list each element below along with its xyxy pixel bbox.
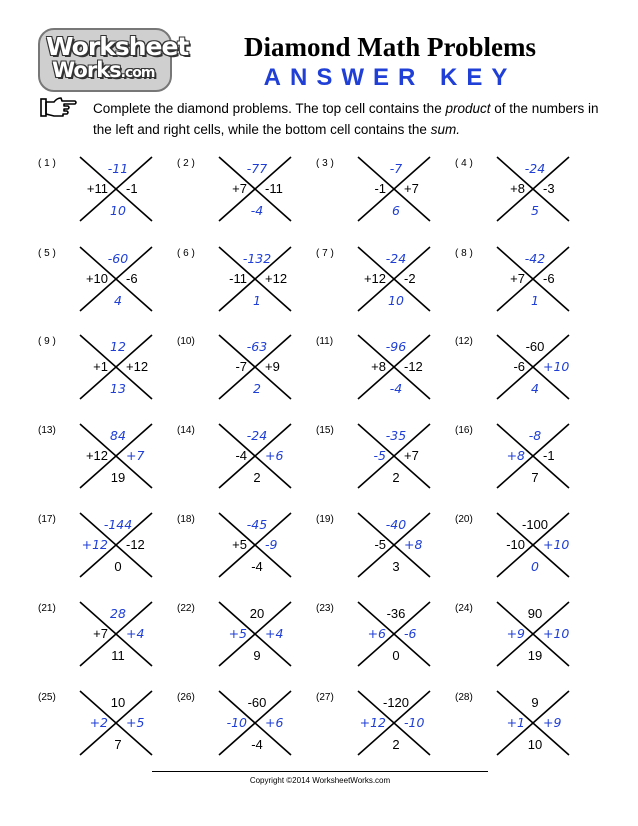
page-title: Diamond Math Problems bbox=[243, 32, 536, 62]
diamond-problem bbox=[316, 511, 466, 603]
diamond-bottom-cell: -4 bbox=[251, 737, 263, 752]
diamond-right-cell: -2 bbox=[404, 271, 416, 286]
diamond-top-cell: 84 bbox=[110, 428, 126, 443]
problem-number: ( 6 ) bbox=[177, 248, 195, 259]
diamond-right-cell: +4 bbox=[265, 626, 284, 641]
diamond-left-cell: -5 bbox=[374, 537, 386, 552]
logo-line2-text: Works bbox=[52, 58, 121, 82]
diamond-top-cell: 90 bbox=[527, 606, 543, 621]
diamond-problem bbox=[316, 245, 466, 337]
diamond-bottom-cell: 2 bbox=[253, 381, 261, 396]
diamond-problem bbox=[177, 245, 327, 337]
diamond-bottom-cell: 1 bbox=[253, 293, 261, 308]
problem-number: (26) bbox=[177, 692, 195, 703]
diamond-problem bbox=[455, 245, 605, 337]
diamond-top-cell: 20 bbox=[249, 606, 265, 621]
diamond-left-cell: -5 bbox=[373, 448, 386, 463]
diamond-problem bbox=[38, 155, 188, 247]
diamond-top-cell: -60 bbox=[107, 251, 129, 266]
diamond-left-cell: +5 bbox=[228, 626, 247, 641]
problem-number: (11) bbox=[316, 336, 334, 347]
diamond-left-cell: +6 bbox=[367, 626, 386, 641]
diamond-bottom-cell: 4 bbox=[531, 381, 539, 396]
diamond-top-cell: -7 bbox=[389, 161, 403, 176]
problem-number: ( 8 ) bbox=[455, 248, 473, 259]
diamond-right-cell: +4 bbox=[126, 626, 145, 641]
diamond-top-cell: 10 bbox=[110, 695, 126, 710]
diamond-top-cell: -60 bbox=[247, 695, 267, 710]
diamond-problem bbox=[316, 600, 466, 692]
diamond-bottom-cell: -4 bbox=[251, 559, 263, 574]
diamond-problem bbox=[316, 155, 466, 247]
diamond-right-cell: -1 bbox=[126, 181, 138, 196]
diamond-left-cell: +10 bbox=[85, 271, 108, 286]
diamond-right-cell: +12 bbox=[126, 359, 149, 374]
diamond-top-cell: -120 bbox=[382, 695, 410, 710]
diamond-problem bbox=[38, 689, 188, 781]
diamond-bottom-cell: 11 bbox=[111, 648, 125, 663]
diamond-problem bbox=[38, 511, 188, 603]
diamond-left-cell: +8 bbox=[510, 181, 525, 196]
diamond-left-cell: +5 bbox=[232, 537, 247, 552]
diamond-left-cell: -10 bbox=[226, 715, 247, 730]
diamond-right-cell: -9 bbox=[265, 537, 278, 552]
diamond-bottom-cell: 0 bbox=[114, 559, 122, 574]
problem-number: (28) bbox=[455, 692, 473, 703]
diamond-problem bbox=[38, 422, 188, 514]
diamond-problem bbox=[455, 689, 605, 781]
diamond-top-cell: -24 bbox=[246, 428, 268, 443]
diamond-left-cell: +8 bbox=[506, 448, 525, 463]
diamond-bottom-cell: 3 bbox=[392, 559, 400, 574]
diamond-top-cell: 9 bbox=[531, 695, 539, 710]
diamond-right-cell: +5 bbox=[126, 715, 145, 730]
problem-number: (16) bbox=[455, 425, 473, 436]
pointing-hand-icon bbox=[40, 96, 78, 120]
diamond-right-cell: +9 bbox=[543, 715, 562, 730]
diamond-right-cell: -12 bbox=[126, 537, 145, 552]
diamond-top-cell: 28 bbox=[110, 606, 126, 621]
diamond-bottom-cell: 19 bbox=[110, 470, 126, 485]
problem-number: (10) bbox=[177, 336, 195, 347]
diamond-left-cell: +12 bbox=[85, 448, 108, 463]
diamond-top-cell: -8 bbox=[528, 428, 542, 443]
diamond-bottom-cell: 4 bbox=[114, 293, 122, 308]
diamond-right-cell: +7 bbox=[404, 448, 419, 463]
problem-number: ( 3 ) bbox=[316, 158, 334, 169]
diamond-top-cell: -45 bbox=[246, 517, 268, 532]
diamond-right-cell: +6 bbox=[265, 448, 284, 463]
problem-number: (21) bbox=[38, 603, 56, 614]
diamond-bottom-cell: 19 bbox=[527, 648, 543, 663]
diamond-right-cell: -1 bbox=[543, 448, 555, 463]
problem-number: (25) bbox=[38, 692, 56, 703]
diamond-problem bbox=[455, 600, 605, 692]
diamond-left-cell: +2 bbox=[89, 715, 108, 730]
diamond-bottom-cell: 2 bbox=[392, 737, 400, 752]
diamond-left-cell: +12 bbox=[359, 715, 386, 730]
diamond-right-cell: +12 bbox=[265, 271, 288, 286]
problem-number: ( 5 ) bbox=[38, 248, 56, 259]
diamond-bottom-cell: 10 bbox=[527, 737, 543, 752]
diamond-problem bbox=[316, 333, 466, 425]
problem-number: (19) bbox=[316, 514, 334, 525]
diamond-problem bbox=[455, 511, 605, 603]
diamond-bottom-cell: 7 bbox=[114, 737, 122, 752]
diamond-problem bbox=[38, 333, 188, 425]
diamond-left-cell: +8 bbox=[371, 359, 386, 374]
copyright: Copyright ©2014 WorksheetWorks.com bbox=[249, 776, 391, 785]
diamond-bottom-cell: 0 bbox=[531, 559, 539, 574]
problem-number: ( 4 ) bbox=[455, 158, 473, 169]
diamond-right-cell: -6 bbox=[404, 626, 417, 641]
diamond-top-cell: -60 bbox=[525, 339, 545, 354]
diamond-problem bbox=[177, 333, 327, 425]
diamond-left-cell: +1 bbox=[93, 359, 108, 374]
instructions-part2: of the numbers in the left and right cells, while the bottom cell contains the bbox=[93, 101, 599, 137]
problem-number: (22) bbox=[177, 603, 195, 614]
instructions bbox=[93, 98, 613, 140]
problem-number: (18) bbox=[177, 514, 195, 525]
logo-line1: Worksheet bbox=[46, 32, 189, 61]
diamond-problem bbox=[177, 511, 327, 603]
diamond-left-cell: +9 bbox=[506, 626, 525, 641]
diamond-left-cell: +7 bbox=[232, 181, 247, 196]
diamond-left-cell: -6 bbox=[513, 359, 525, 374]
diamond-right-cell: +6 bbox=[265, 715, 284, 730]
diamond-problem bbox=[177, 689, 327, 781]
diamond-right-cell: +10 bbox=[543, 626, 570, 641]
problem-number: (27) bbox=[316, 692, 334, 703]
diamond-bottom-cell: 9 bbox=[253, 648, 261, 663]
diamond-bottom-cell: 6 bbox=[392, 203, 400, 218]
diamond-left-cell: +12 bbox=[81, 537, 108, 552]
diamond-top-cell: -132 bbox=[242, 251, 272, 266]
instructions-product: product bbox=[445, 101, 491, 116]
diamond-problem bbox=[38, 245, 188, 337]
problem-number: (20) bbox=[455, 514, 473, 525]
diamond-top-cell: -77 bbox=[246, 161, 268, 176]
diamond-top-cell: 12 bbox=[110, 339, 126, 354]
instructions-sum: sum. bbox=[430, 122, 460, 137]
problem-number: ( 7 ) bbox=[316, 248, 334, 259]
problem-number: (12) bbox=[455, 336, 473, 347]
problem-number: (24) bbox=[455, 603, 473, 614]
diamond-bottom-cell: -4 bbox=[389, 381, 403, 396]
diamond-problem bbox=[177, 422, 327, 514]
diamond-bottom-cell: 10 bbox=[110, 203, 126, 218]
problem-number: (23) bbox=[316, 603, 334, 614]
diamond-top-cell: -144 bbox=[103, 517, 133, 532]
diamond-left-cell: -1 bbox=[374, 181, 386, 196]
diamond-right-cell: +8 bbox=[404, 537, 423, 552]
diamond-left-cell: -7 bbox=[235, 359, 247, 374]
diamond-right-cell: -11 bbox=[265, 181, 283, 196]
problem-number: (14) bbox=[177, 425, 195, 436]
footer-divider bbox=[152, 771, 488, 772]
diamond-top-cell: -11 bbox=[107, 161, 129, 176]
problem-number: ( 1 ) bbox=[38, 158, 56, 169]
diamond-top-cell: -100 bbox=[521, 517, 549, 532]
problem-number: ( 2 ) bbox=[177, 158, 195, 169]
diamond-left-cell: +7 bbox=[93, 626, 108, 641]
diamond-left-cell: +1 bbox=[506, 715, 525, 730]
diamond-left-cell: -11 bbox=[229, 271, 247, 286]
diamond-top-cell: -36 bbox=[386, 606, 406, 621]
diamond-bottom-cell: 1 bbox=[531, 293, 539, 308]
diamond-bottom-cell: -4 bbox=[250, 203, 264, 218]
diamond-right-cell: +7 bbox=[404, 181, 419, 196]
diamond-problem bbox=[316, 689, 466, 781]
diamond-bottom-cell: 10 bbox=[388, 293, 404, 308]
diamond-right-cell: +10 bbox=[543, 537, 570, 552]
diamond-top-cell: -24 bbox=[385, 251, 407, 266]
diamond-bottom-cell: 5 bbox=[531, 203, 539, 218]
diamond-right-cell: +7 bbox=[126, 448, 145, 463]
diamond-right-cell: -3 bbox=[543, 181, 555, 196]
diamond-top-cell: -40 bbox=[385, 517, 407, 532]
diamond-problem bbox=[177, 600, 327, 692]
diamond-right-cell: -10 bbox=[404, 715, 425, 730]
diamond-problem bbox=[38, 600, 188, 692]
diamond-left-cell: -10 bbox=[506, 537, 525, 552]
diamond-bottom-cell: 0 bbox=[392, 648, 400, 663]
problem-number: (17) bbox=[38, 514, 56, 525]
diamond-problem bbox=[455, 422, 605, 514]
page-subtitle: ANSWER KEY bbox=[263, 64, 517, 91]
diamond-left-cell: +11 bbox=[86, 181, 108, 196]
diamond-top-cell: -42 bbox=[524, 251, 546, 266]
diamond-bottom-cell: 2 bbox=[392, 470, 400, 485]
diamond-bottom-cell: 7 bbox=[531, 470, 539, 485]
diamond-right-cell: -6 bbox=[543, 271, 555, 286]
problem-number: ( 9 ) bbox=[38, 336, 56, 347]
diamond-problem bbox=[455, 333, 605, 425]
logo-line2 bbox=[52, 58, 155, 82]
worksheetworks-logo bbox=[38, 28, 189, 92]
diamond-right-cell: +10 bbox=[543, 359, 570, 374]
diamond-left-cell: -4 bbox=[235, 448, 247, 463]
logo-line2-suffix: .com bbox=[120, 65, 155, 81]
diamond-bottom-cell: 2 bbox=[253, 470, 261, 485]
diamond-left-cell: +12 bbox=[363, 271, 386, 286]
problem-number: (13) bbox=[38, 425, 56, 436]
diamond-problem bbox=[316, 422, 466, 514]
diamond-problem bbox=[455, 155, 605, 247]
diamond-right-cell: -12 bbox=[404, 359, 423, 374]
diamond-right-cell: -6 bbox=[126, 271, 138, 286]
diamond-top-cell: -35 bbox=[385, 428, 407, 443]
diamond-top-cell: -63 bbox=[246, 339, 268, 354]
diamond-left-cell: +7 bbox=[510, 271, 525, 286]
diamond-top-cell: -24 bbox=[524, 161, 546, 176]
diamond-right-cell: +9 bbox=[265, 359, 280, 374]
diamond-bottom-cell: 13 bbox=[110, 381, 126, 396]
diamond-top-cell: -96 bbox=[385, 339, 407, 354]
instructions-part1: Complete the diamond problems. The top cell contains the bbox=[93, 101, 446, 116]
problem-number: (15) bbox=[316, 425, 334, 436]
diamond-problem bbox=[177, 155, 327, 247]
